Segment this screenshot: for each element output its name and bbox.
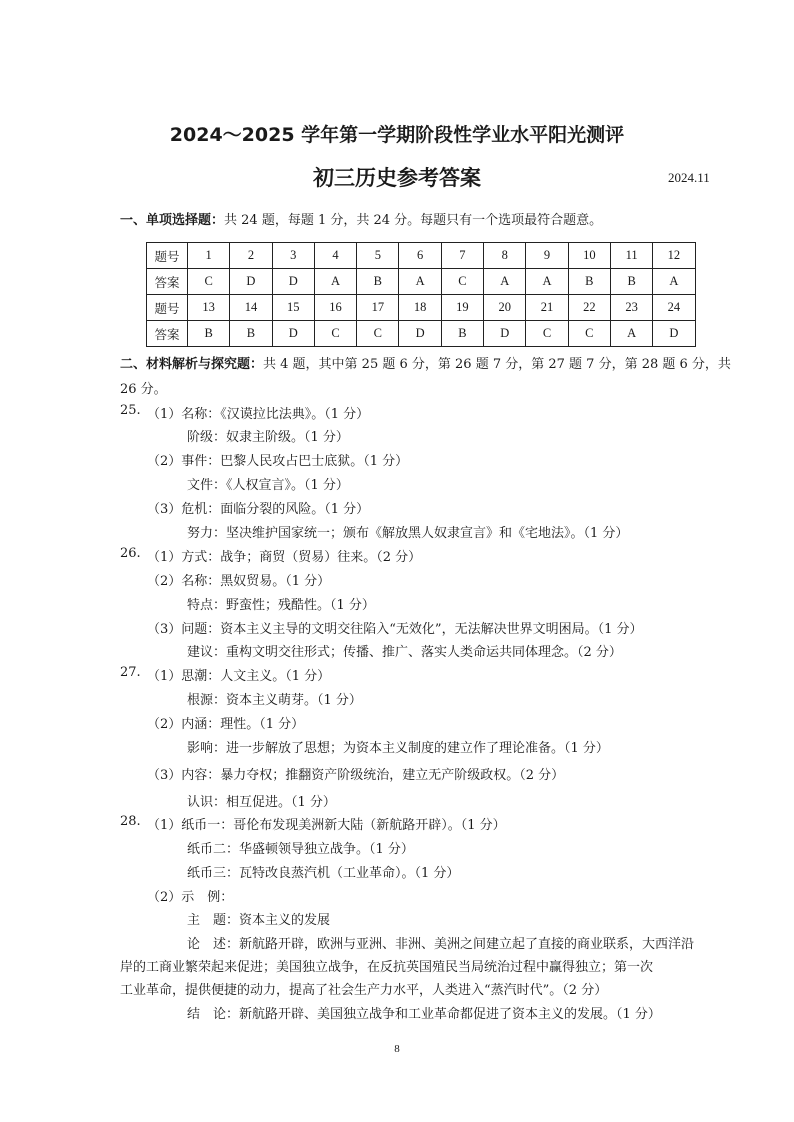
table-cell: 2 [230, 243, 272, 269]
table-row [147, 321, 696, 347]
answer-line: 阶级：奴隶主阶级。（1 分） [187, 430, 349, 445]
table-cell: D [272, 321, 314, 347]
table-cell: 1 [188, 243, 230, 269]
answer-line: 纸币三：瓦特改良蒸汽机（工业革命）。（1 分） [187, 866, 460, 881]
table-cell: C [568, 321, 610, 347]
table-cell: 10 [568, 243, 610, 269]
table-cell: A [399, 269, 441, 295]
answer-line: 工业革命，提供便捷的动力，提高了社会生产力水平，人类进入“蒸汽时代”。（2 分） [120, 983, 608, 998]
table-cell: B [610, 269, 652, 295]
question-number-header: 题号 [147, 295, 188, 321]
section-two-heading [120, 353, 731, 372]
table-cell: B [357, 269, 399, 295]
question-number: 27. [120, 665, 141, 680]
table-cell: 13 [188, 295, 230, 321]
table-cell: 17 [357, 295, 399, 321]
table-cell: B [230, 321, 272, 347]
answer-line: （1）名称：《汉谟拉比法典》。（1 分） [147, 407, 370, 422]
table-cell: 8 [484, 243, 526, 269]
table-cell: C [357, 321, 399, 347]
section-two-description-cont: 26 分。 [120, 382, 167, 397]
answer-line: 文件：《人权宣言》。（1 分） [187, 478, 349, 493]
table-cell: B [441, 321, 483, 347]
answer-line: （3）危机：面临分裂的风险。（1 分） [147, 502, 370, 517]
table-cell: C [441, 269, 483, 295]
table-cell: 4 [314, 243, 356, 269]
table-row [147, 243, 696, 269]
table-cell: A [526, 269, 568, 295]
table-cell: 23 [610, 295, 652, 321]
answer-line: 建议：重构文明交往形式；传播、推广、落实人类命运共同体理念。（2 分） [187, 645, 622, 660]
table-cell: C [188, 269, 230, 295]
section-one-label: 一、单项选择题： [120, 213, 225, 228]
table-cell: 20 [484, 295, 526, 321]
answer-line: （1）方式：战争；商贸（贸易）往来。（2 分） [147, 550, 422, 565]
answer-line: 根源：资本主义萌芽。（1 分） [187, 693, 362, 708]
table-cell: D [484, 321, 526, 347]
table-cell: 15 [272, 295, 314, 321]
section-one-heading [120, 209, 602, 228]
table-cell: B [188, 321, 230, 347]
document-title: 2024～2025 学年第一学期阶段性学业水平阳光测评 [169, 124, 625, 146]
answer-line: （2）内涵：理性。（1 分） [147, 717, 305, 732]
answer-line: 特点：野蛮性；残酷性。（1 分） [187, 598, 375, 613]
answer-line: （2）示 例： [147, 890, 234, 905]
table-cell: 7 [441, 243, 483, 269]
section-one-description: 共 24 题，每题 1 分，共 24 分。每题只有一个选项最符合题意。 [224, 213, 603, 228]
table-cell: C [526, 321, 568, 347]
table-cell: A [314, 269, 356, 295]
table-cell: 21 [526, 295, 568, 321]
table-row [147, 295, 696, 321]
question-number: 25. [120, 403, 141, 418]
answer-line: （2）事件：巴黎人民攻占巴士底狱。（1 分） [147, 454, 409, 469]
table-cell: D [272, 269, 314, 295]
table-cell: A [484, 269, 526, 295]
answer-line: 努力：坚决维护国家统一；颁布《解放黑人奴隶宣言》和《宅地法》。（1 分） [187, 526, 629, 541]
answer-table [146, 242, 696, 347]
table-cell: D [399, 321, 441, 347]
table-cell: 6 [399, 243, 441, 269]
answer-line: （3）内容：暴力夺权；推翻资产阶级统治，建立无产阶级政权。（2 分） [147, 768, 565, 783]
table-cell: D [230, 269, 272, 295]
table-cell: 14 [230, 295, 272, 321]
table-cell: C [314, 321, 356, 347]
section-two-label: 二、材料解析与探究题： [120, 357, 264, 372]
table-cell: 19 [441, 295, 483, 321]
answer-line: 认识：相互促进。（1 分） [187, 795, 336, 810]
answer-line: （2）名称：黑奴贸易。（1 分） [147, 574, 331, 589]
answer-line: 纸币二：华盛顿领导独立战争。（1 分） [187, 842, 414, 857]
table-row [147, 269, 696, 295]
answer-header: 答案 [147, 321, 188, 347]
question-number-header: 题号 [147, 243, 188, 269]
question-number: 26. [120, 546, 141, 561]
document-subtitle: 初三历史参考答案 [313, 166, 481, 190]
answer-line: 主 题：资本主义的发展 [187, 913, 331, 928]
document-date: 2024.11 [668, 170, 710, 185]
table-cell: 18 [399, 295, 441, 321]
table-cell: B [568, 269, 610, 295]
table-cell: 11 [610, 243, 652, 269]
answer-header: 答案 [147, 269, 188, 295]
table-cell: 3 [272, 243, 314, 269]
section-two-description: 共 4 题，其中第 25 题 6 分，第 26 题 7 分，第 27 题 7 分，第 28 题 6 分，共 [263, 357, 731, 372]
answer-line: （1）纸币一：哥伦布发现美洲新大陆（新航路开辟）。（1 分） [147, 818, 506, 833]
table-cell: A [610, 321, 652, 347]
answer-line: 结 论：新航路开辟、美国独立战争和工业革命都促进了资本主义的发展。（1 分） [187, 1007, 661, 1022]
answer-line: （1）思潮：人文主义。（1 分） [147, 669, 331, 684]
table-cell: A [653, 269, 695, 295]
answer-line: 论 述：新航路开辟，欧洲与亚洲、非洲、美洲之间建立起了直接的商业联系，大西洋沿 [187, 937, 695, 952]
table-cell: 5 [357, 243, 399, 269]
table-cell: 24 [653, 295, 695, 321]
table-cell: 22 [568, 295, 610, 321]
question-number: 28. [120, 814, 141, 829]
table-cell: 16 [314, 295, 356, 321]
table-cell: 12 [653, 243, 695, 269]
answer-line: 岸的工商业繁荣起来促进；美国独立战争，在反抗英国殖民当局统治过程中赢得独立；第一次 [120, 960, 654, 975]
page-number: 8 [394, 1043, 400, 1055]
table-cell: D [653, 321, 695, 347]
answer-line: 影响：进一步解放了思想；为资本主义制度的建立作了理论准备。（1 分） [187, 741, 609, 756]
table-cell: 9 [526, 243, 568, 269]
answer-line: （3）问题：资本主义主导的文明交往陷入“无效化”，无法解决世界文明困局。（1 分） [147, 622, 643, 637]
